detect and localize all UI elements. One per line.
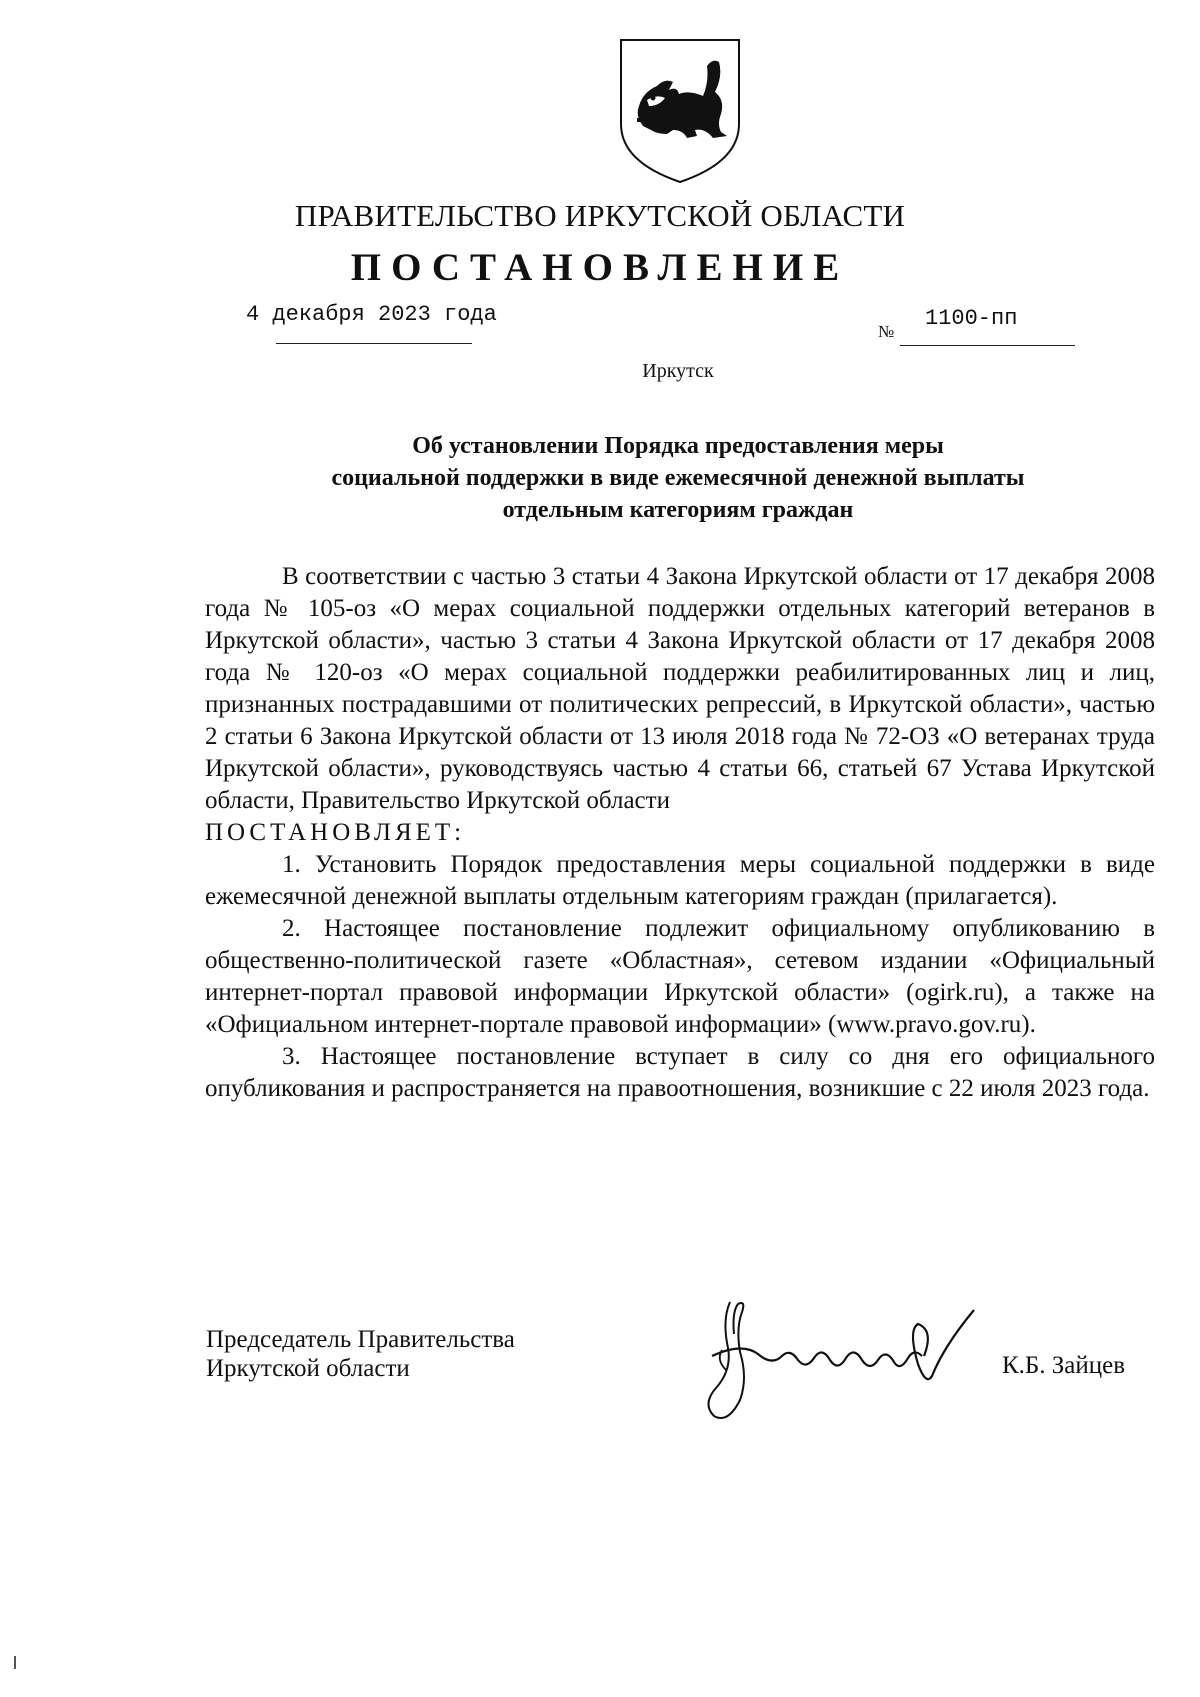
beaver-sable-emblem-icon (617, 36, 743, 186)
handwritten-signature (682, 1290, 992, 1425)
document-number: 1100-пп (925, 306, 1018, 331)
signatory-position (206, 1325, 515, 1383)
document-title (0, 430, 1200, 526)
item-paragraph-3: 3. Настоящее постановление вступает в силу со дня его официального опубликования и распространяется на правоотношения, возникшие с 22 июля 2023 года. (205, 1043, 1155, 1102)
preamble-paragraph: В соответствии с частью 3 статьи 4 Закона Иркутской области от 17 декабря 2008 года № 105-оз «О мерах социальной поддержки отдельных категорий ветеранов в Иркутской области», частью 3 статьи 4 Закона Иркутской области от 17 декабря 2008 года № 120-оз «О мерах социальной поддержки реабилитированных лиц и лиц, признанных пострадавшими от политических репрессий, в Иркутской области», частью 2 статьи 6 Закона Иркутской области от 13 июля 2018 года № 72-ОЗ «О ветеранах труда Иркутской области», руководствуясь частью 4 статьи 66, статьей 67 Устава Иркутской области, Правительство Иркутской области (205, 563, 1155, 814)
title-line-2: социальной поддержки в виде ежемесячной денежной выплаты (331, 465, 1025, 491)
item-paragraph-2: 2. Настоящее постановление подлежит официальному опубликованию в общественно-политической газете «Областная», сетевом издании «Официальный интернет-портал правовой информации Иркутской области» (ogirk.ru), а также на «Официальном интернет-портале правовой информации» (www.pravo.gov.ru). (205, 915, 1155, 1038)
coat-of-arms-emblem (617, 36, 743, 186)
position-line-2: Иркутской области (206, 1355, 410, 1382)
title-line-1: Об установлении Порядка предоставления меры (412, 433, 944, 459)
document-body (205, 561, 1155, 1105)
item-paragraph-1: 1. Установить Порядок предоставления меры социальной поддержки в виде ежемесячной денежной выплаты отдельным категориям граждан (прилагается). (205, 851, 1155, 910)
resolves-heading: ПОСТАНОВЛЯЕТ: (205, 819, 466, 846)
handwritten-signature-icon (682, 1290, 992, 1425)
position-line-1: Председатель Правительства (206, 1326, 515, 1353)
date-underline (276, 343, 472, 344)
document-date: 4 декабря 2023 года (246, 302, 497, 327)
issue-city: Иркутск (642, 360, 714, 382)
signatory-name: К.Б. Зайцев (1002, 1352, 1126, 1379)
scan-edge-mark (14, 1656, 16, 1669)
title-line-3: отдельным категориям граждан (502, 497, 854, 523)
authority-name: ПРАВИТЕЛЬСТВО ИРКУТСКОЙ ОБЛАСТИ (294, 198, 906, 233)
number-sign: № (878, 322, 895, 341)
document-type: ПОСТАНОВЛЕНИЕ (350, 246, 850, 289)
number-underline (900, 345, 1075, 346)
